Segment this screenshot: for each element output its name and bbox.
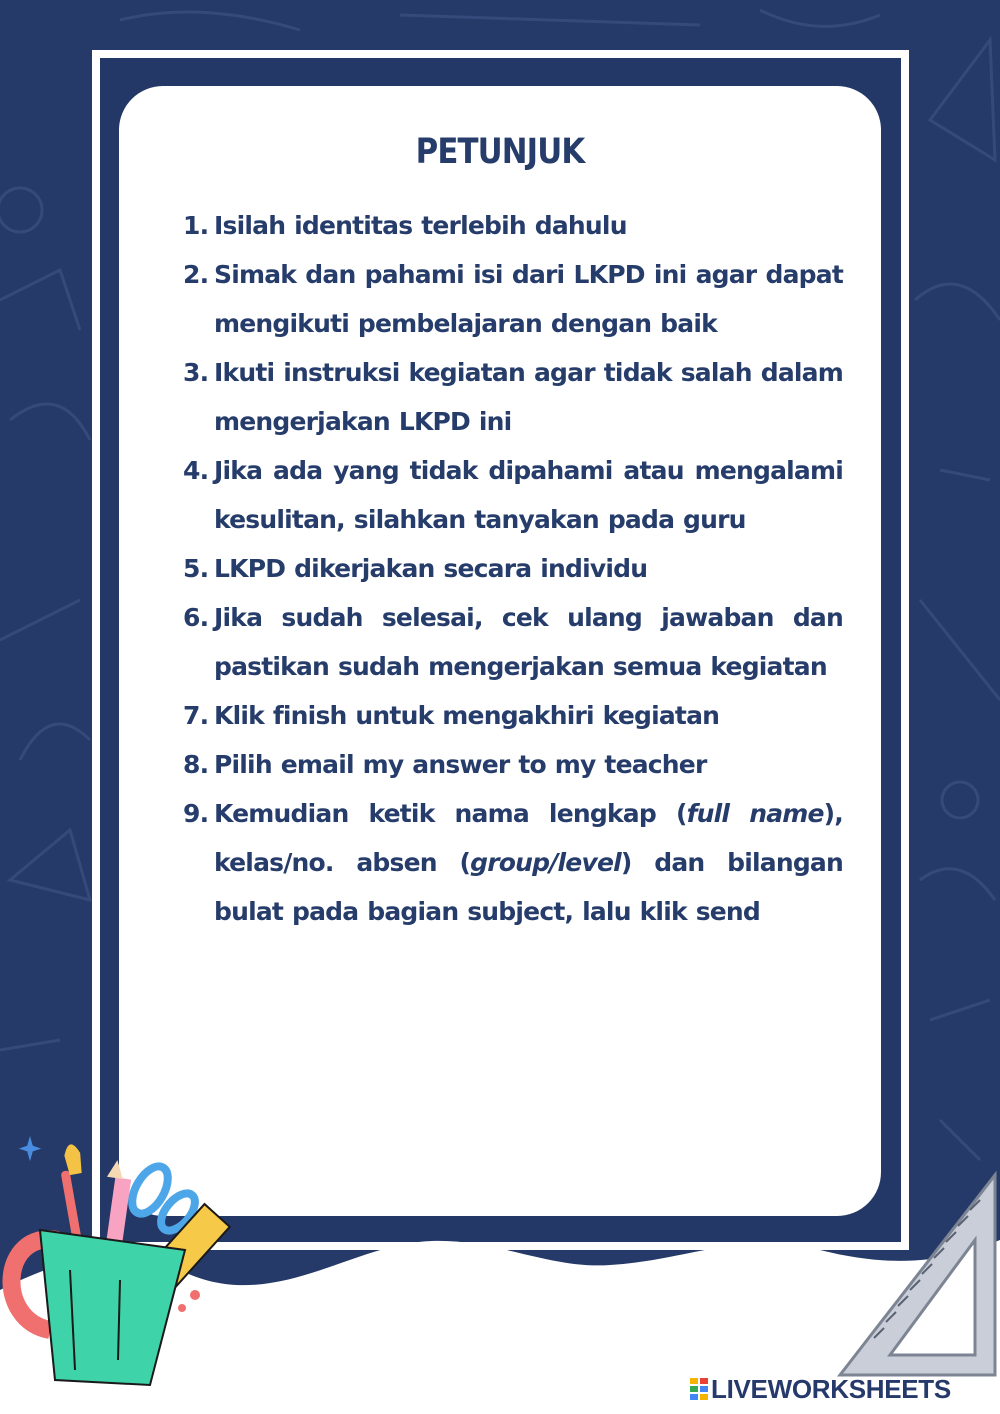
instruction-number: 9. xyxy=(183,799,209,828)
instruction-number: 4. xyxy=(183,456,209,485)
instruction-number: 3. xyxy=(183,358,209,387)
instruction-item xyxy=(183,544,843,593)
instruction-italic-term: group/level xyxy=(470,848,621,877)
instruction-item xyxy=(183,593,843,691)
instruction-item xyxy=(183,446,843,544)
instruction-text: Ikuti instruksi kegiatan agar tidak salah dalam mengerjakan LKPD ini xyxy=(214,358,843,436)
page-title: PETUNJUK xyxy=(415,132,585,172)
instruction-item xyxy=(183,201,843,250)
instruction-list xyxy=(183,201,843,936)
instruction-text: Klik finish untuk mengakhiri kegiatan xyxy=(214,701,720,730)
instruction-number: 7. xyxy=(183,701,209,730)
instruction-text: Jika ada yang tidak dipahami atau mengalami kesulitan, silahkan tanyakan pada guru xyxy=(214,456,843,534)
instruction-text: LKPD dikerjakan secara individu xyxy=(214,554,648,583)
liveworksheets-logo-icon xyxy=(690,1378,708,1400)
instruction-text-part: Kemudian ketik nama lengkap ( xyxy=(214,799,687,828)
brand-name: LIVEWORKSHEETS xyxy=(711,1373,951,1404)
instruction-italic-term: full name xyxy=(686,799,824,828)
set-square-icon xyxy=(830,1170,1000,1385)
instruction-number: 1. xyxy=(183,211,209,240)
instruction-item xyxy=(183,691,843,740)
instruction-number: 6. xyxy=(183,603,209,632)
instruction-text: Simak dan pahami isi dari LKPD ini agar dapat mengikuti pembelajaran dengan baik xyxy=(214,260,843,338)
instruction-item xyxy=(183,789,843,936)
liveworksheets-brand xyxy=(690,1372,951,1406)
stationery-mug-icon xyxy=(0,1130,250,1390)
instruction-number: 2. xyxy=(183,260,209,289)
instruction-item xyxy=(183,740,843,789)
instruction-text: Jika sudah selesai, cek ulang jawaban dan pastikan sudah mengerjakan semua kegiatan xyxy=(214,603,843,681)
instruction-text: Isilah identitas terlebih dahulu xyxy=(214,211,627,240)
instruction-text: Pilih email my answer to my teacher xyxy=(214,750,707,779)
instruction-text-part: ), kelas/no. absen ( xyxy=(214,799,843,877)
instruction-number: 8. xyxy=(183,750,209,779)
instruction-number: 5. xyxy=(183,554,209,583)
instruction-item xyxy=(183,348,843,446)
instruction-item xyxy=(183,250,843,348)
instruction-text-part: ) dan bilangan bulat pada bagian subject, lalu klik send xyxy=(214,848,843,926)
